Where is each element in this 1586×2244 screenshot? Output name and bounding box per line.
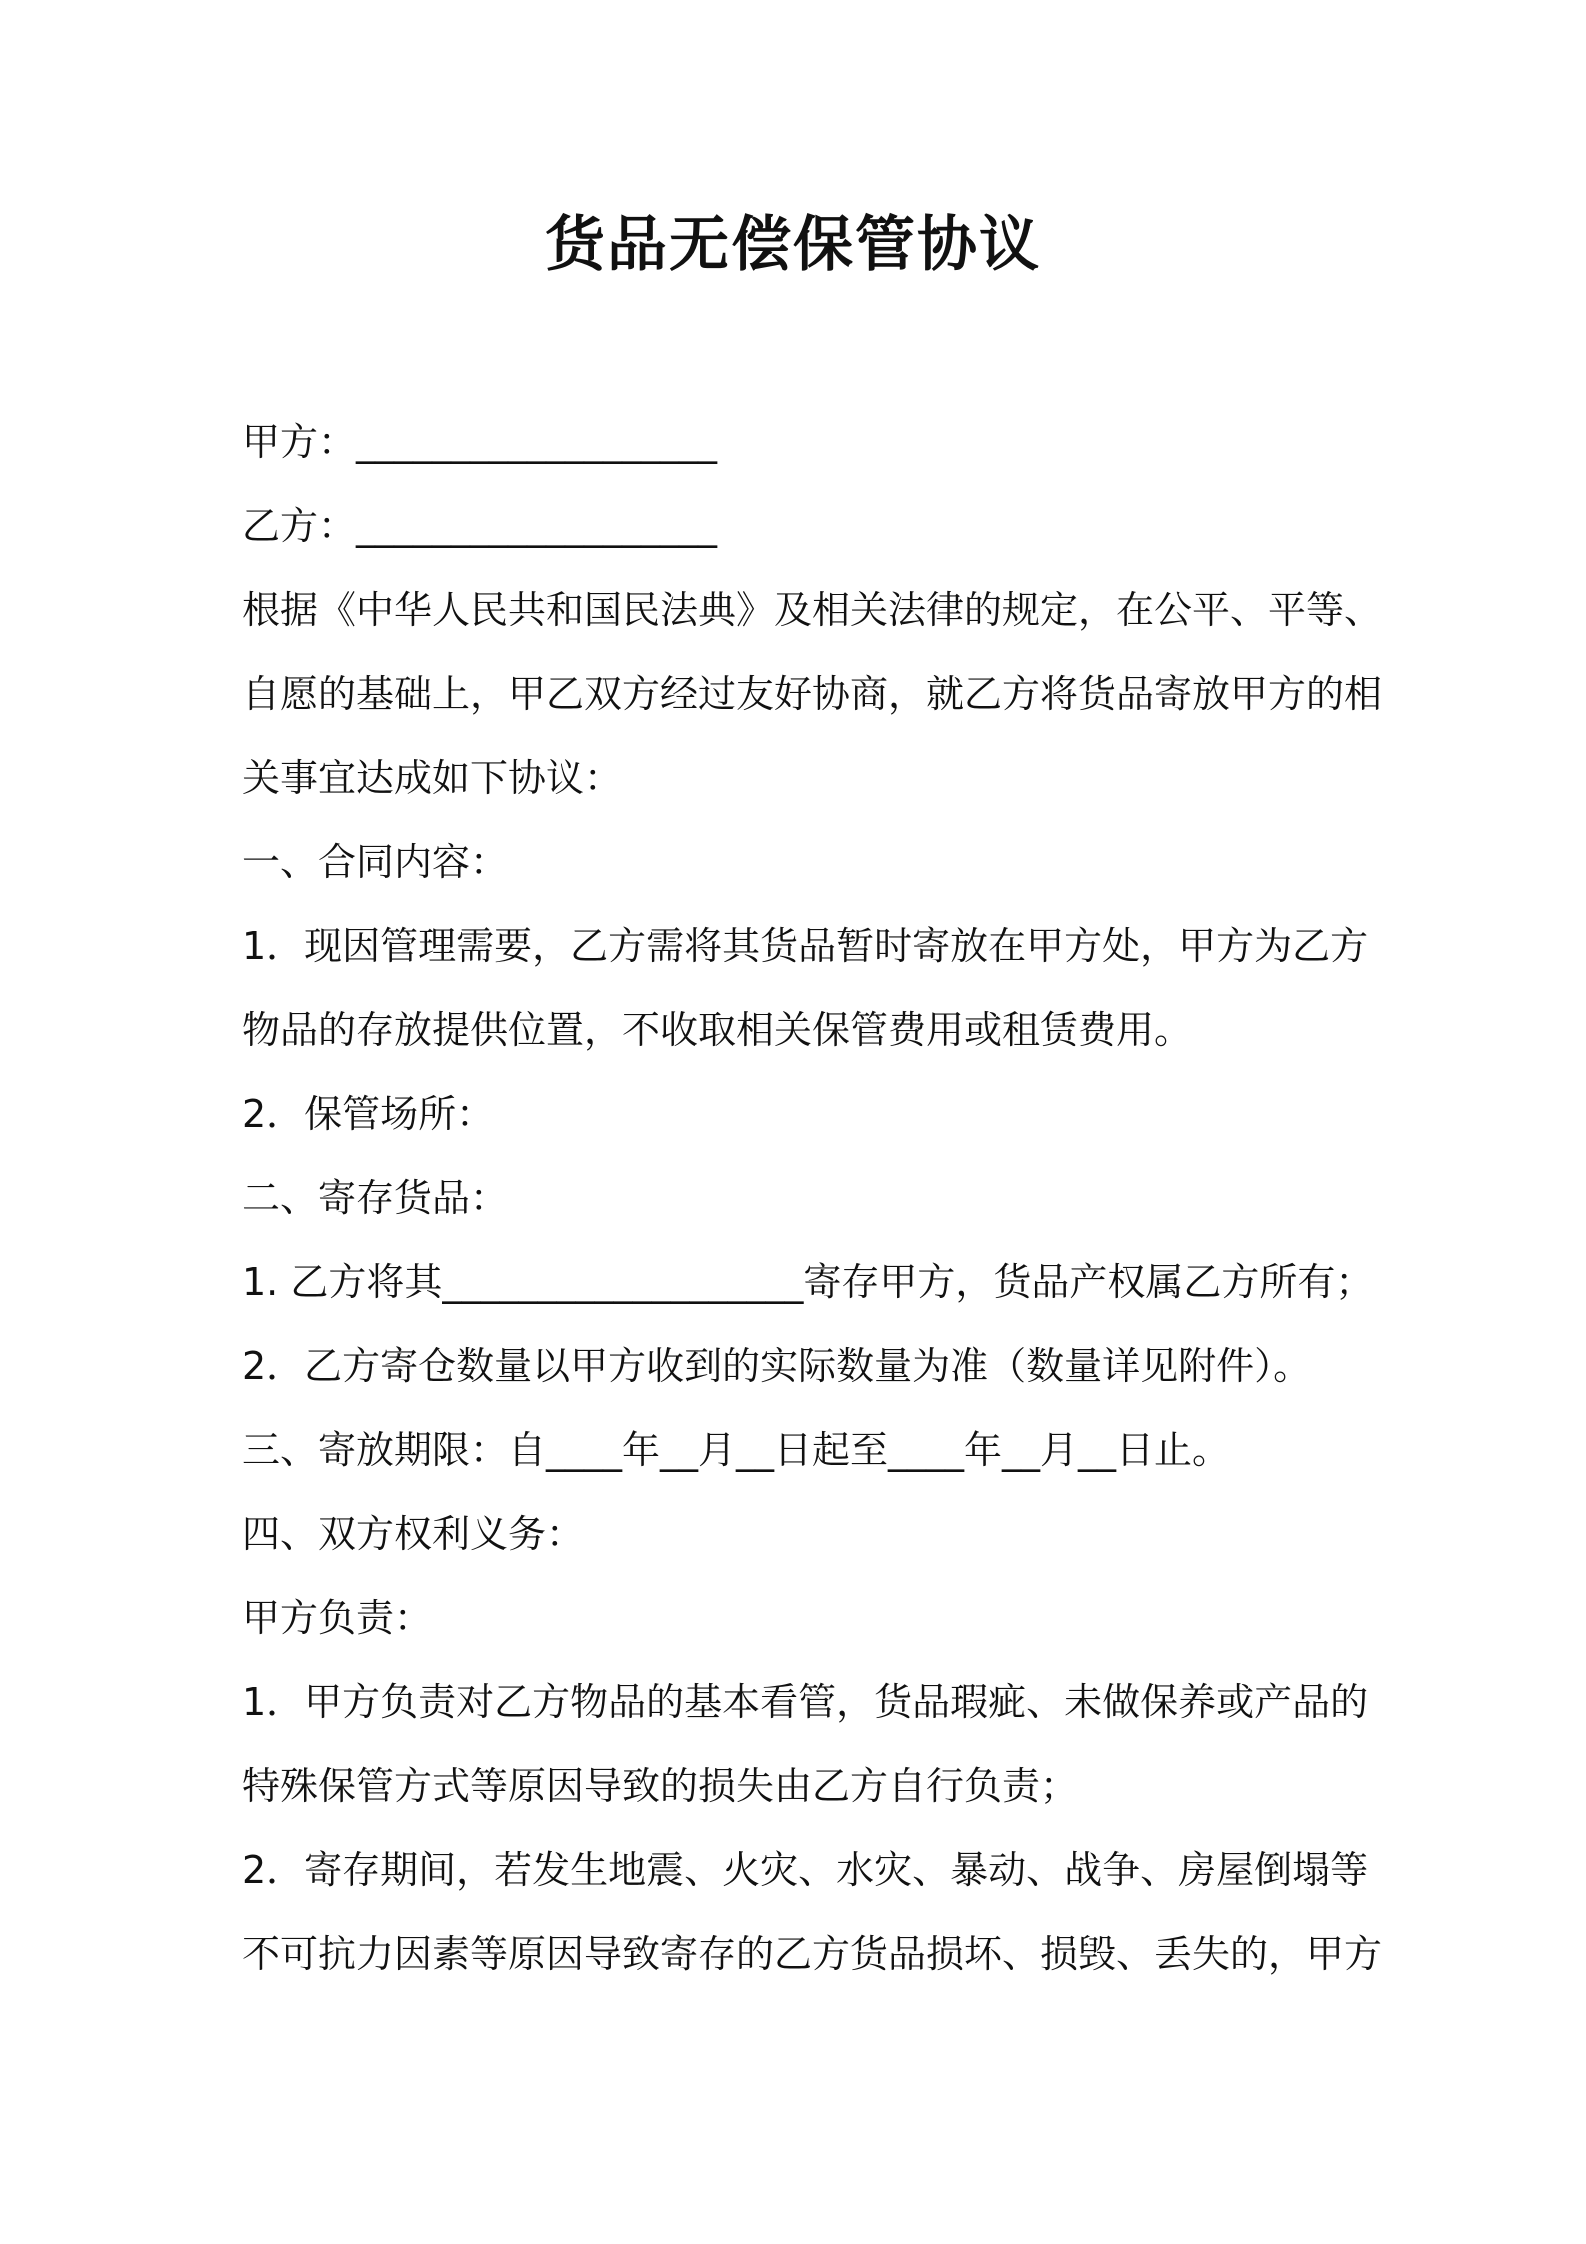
duty-1-line-1: 1．甲方负责对乙方物品的基本看管，货品瑕疵、未做保养或产品的: [242, 1680, 1369, 1724]
party-a-line: 甲方：___________________: [242, 420, 718, 464]
duty-1-line-2: 特殊保管方式等原因导致的损失由乙方自行负责；: [242, 1764, 1079, 1808]
clause-1-2: 2．保管场所：: [242, 1092, 495, 1136]
duty-2-line-2: 不可抗力因素等原因导致寄存的乙方货品损坏、损毁、丢失的，甲方: [242, 1932, 1383, 1976]
section-heading-2: 二、寄存货品：: [242, 1176, 509, 1220]
section-heading-1: 一、合同内容：: [242, 840, 509, 884]
clause-2-2: 2．乙方寄仓数量以甲方收到的实际数量为准（数量详见附件）。: [242, 1344, 1312, 1388]
section-heading-4: 四、双方权利义务：: [242, 1512, 585, 1556]
section-heading-3: 三、寄放期限：自____年__月__日起至____年__月__日止。: [242, 1428, 1231, 1472]
clause-2-1: 1. 乙方将其___________________寄存甲方，货品产权属乙方所有；: [242, 1260, 1374, 1304]
preamble-line-2: 自愿的基础上，甲乙双方经过友好协商，就乙方将货品寄放甲方的相: [242, 672, 1383, 716]
duty-2-line-1: 2．寄存期间，若发生地震、火灾、水灾、暴动、战争、房屋倒塌等: [242, 1848, 1369, 1892]
clause-1-1-line-2: 物品的存放提供位置，不收取相关保管费用或租赁费用。: [242, 1008, 1193, 1052]
clause-1-1-line-1: 1．现因管理需要，乙方需将其货品暂时寄放在甲方处，甲方为乙方: [242, 924, 1369, 968]
party-a-duties-heading: 甲方负责：: [242, 1596, 433, 1640]
preamble-line-1: 根据《中华人民共和国民法典》及相关法律的规定，在公平、平等、: [242, 588, 1383, 632]
document-title: 货品无偿保管协议: [545, 210, 1041, 280]
document-body: [242, 400, 1383, 1996]
party-b-line: 乙方：___________________: [242, 504, 718, 548]
preamble-line-3: 关事宜达成如下协议：: [242, 756, 623, 800]
